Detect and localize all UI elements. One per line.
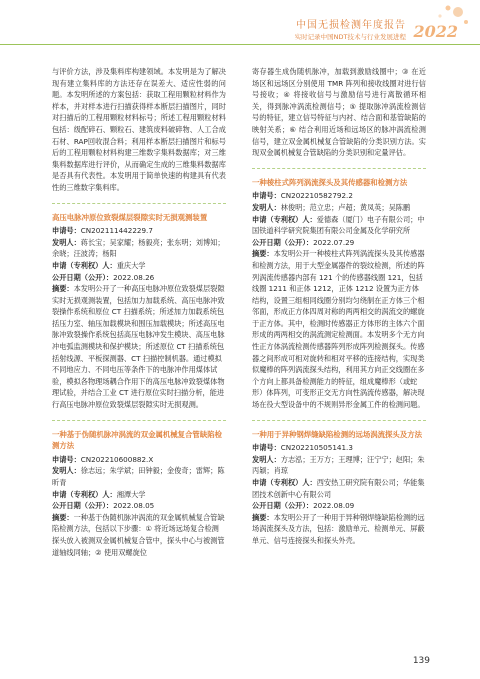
field-label: 公开日期（公开）： (52, 501, 114, 511)
entry-field (252, 477, 426, 500)
patent-entry (52, 429, 226, 559)
field-label: 申请（专利权）人： (52, 489, 117, 499)
entry-field (52, 512, 226, 558)
field-label: 申请号： (252, 443, 281, 453)
field-label: 申请（专利权）人： (52, 260, 117, 270)
left-intro-paragraph: 与评价方法，涉及集料库构建领域。本发明是为了解决现有建立集料库的方法还存在误差大、适应性弱的问题。本发明所述的方案包括：获取工程用颗粒材料作为样本，并对样本进行扫描获得样本断层扫描图片，同时对扫描后的工程用颗粒材料标号；所述工程用颗粒材料包括：级配碎石、颗粒石、建筑废料破碎物、人工合成石材、RAP回收混合料；利用样本断层扫描图片和标号后的工程用颗粒材料构建三维数字集料数据库；对三维集料数据库进行评价，从而确定生成的三维集料数据库是否具有代表性。本发明用于简单快速的构建具有代表性的三维数字集料库。 (52, 67, 226, 192)
right-column (252, 66, 426, 547)
entry-field (52, 489, 226, 501)
entry-field (52, 272, 226, 284)
patent-entry (252, 177, 426, 411)
field-value: 一种基于伪随机脉冲涡流的双金属机械复合管缺陷检测方法，包括以下步骤：① 将近场远场复合检测探头放入被测双金属机械复合管中，探头中心与被测管道轴线同轴；② 使用双螺旋位 (52, 512, 225, 557)
entry-title: 一种棱柱式阵列涡流探头及其传感器和检测方法 (252, 177, 408, 187)
left-column (52, 66, 226, 558)
header-title: 中国无损检测年度报告 (296, 20, 406, 31)
field-value: 湘潭大学 (116, 489, 146, 499)
field-label: 申请号： (52, 454, 81, 464)
page-header (0, 0, 480, 56)
entry-field (52, 260, 226, 272)
header-year: 2022 (413, 22, 458, 41)
field-value: 重庆大学 (116, 260, 146, 270)
entry-title: 一种基于伪随机脉冲涡流的双金属机械复合管缺陷检测方法 (52, 429, 222, 451)
field-value: CN202210505141.3 (280, 443, 353, 453)
patent-entry (52, 212, 226, 411)
field-label: 摘要： (52, 284, 74, 294)
entry-field (52, 465, 226, 488)
field-value: 西安热工研究院有限公司；华能集团技术创新中心有限公司 (252, 478, 425, 499)
field-label: 申请号： (52, 226, 81, 236)
entry-field (252, 190, 426, 202)
field-value: CN202210582792.2 (280, 191, 353, 201)
field-label: 申请（专利权）人： (252, 214, 317, 224)
header-subtitle: 实时记录中国NDT技术与行业发展进程 (294, 33, 406, 41)
entry-field (52, 225, 226, 237)
field-value: 爱德森（厦门）电子有限公司；中国铁道科学研究院集团有限公司金属及化学研究所 (252, 214, 425, 236)
entry-field (252, 442, 426, 454)
field-value: 林俊明；范立忠；卢超；黄凤英；吴陈鹏 (280, 202, 411, 212)
field-label: 摘要： (252, 249, 274, 259)
entry-field (252, 512, 426, 547)
field-value: 蒋长宝；吴家耀；杨毅亮；张东明；刘博知；余晓；汪波涛；杨阳 (52, 237, 225, 259)
field-value: 2022.07.29 (313, 237, 355, 247)
patent-entry (252, 429, 426, 547)
field-label: 发明人： (252, 454, 281, 464)
entry-field (52, 500, 226, 512)
entry-field (252, 214, 426, 237)
entry-title: 一种用于异种钢焊缝缺陷检测的远场涡流探头及方法 (252, 429, 422, 439)
field-value: 2022.08.26 (113, 272, 155, 282)
entry-field (252, 454, 426, 477)
field-value: 徐志远；朱学斌；田钟毅；金俊奇；雷辉；陈昕青 (52, 466, 225, 487)
field-label: 申请（专利权）人： (252, 478, 317, 487)
entry-field (52, 237, 226, 260)
field-label: 摘要： (252, 512, 274, 522)
field-label: 发明人： (52, 466, 81, 476)
field-value: 2022.08.09 (313, 501, 355, 511)
entry-separator (252, 168, 426, 169)
field-label: 申请号： (252, 191, 281, 201)
entry-separator (252, 420, 426, 421)
right-intro-paragraph: 寄存器生成伪随机脉冲，加载到激励线圈中；③ 在近场区和远场区分别使用 TMR 阵列和接收线圈对进行信号接收；④ 将接收信号与激励信号进行离散循环相关，得到脉冲涡流检测信号；⑤ 提取脉冲涡流检测信号的特征，建立信号特征与内衬、结合面和基管缺陷的映射关系；⑥ 结合利用近场和远场区的脉冲涡流检测信号，建立双金属机械复合管缺陷的分类识别方法。实现双金属机械复合管缺陷的分类识别和定量评估。 (252, 67, 426, 158)
entry-field (52, 283, 226, 411)
page-number: 139 (412, 656, 430, 666)
field-label: 摘要： (52, 512, 74, 522)
field-label: 发明人： (52, 237, 81, 247)
field-label: 公开日期（公开）： (252, 501, 314, 511)
field-value: 2022.08.05 (113, 501, 155, 511)
entry-field (52, 454, 226, 466)
entry-field (252, 248, 426, 410)
field-label: 发明人： (252, 202, 281, 212)
field-value: 本发明公开了一种高压电脉冲原位致裂煤层裂隙实时无损观测装置，包括加力加载系统、高压电脉冲致裂操作系统和原位 CT 扫描系统；所述加力加载系统包括压力室、轴压加载模块和围压加载模块；所述高压电脉冲致裂操作系统包括高压电脉冲发生模块、高压电脉冲电弧监测模块和保护模块；所述原位 CT 扫描系统包括射线源、平板探测器、CT 扫描控制机器。通过模拟不同地应力、不同电压等条件下的电脉冲作用煤体试验，模拟各物理场耦合作用下的高压电脉冲致裂煤体物理试验，并结合工业 CT 进行原位实时扫描分析，能进行高压电脉冲原位致裂煤层裂隙实时无损观测。 (52, 284, 225, 410)
entry-field (252, 237, 426, 249)
entry-separator (52, 203, 226, 204)
entry-field (252, 500, 426, 512)
field-value: 本发明公开了一种用于异种钢焊缝缺陷检测的远场涡流探头及方法，包括：激励单元、检测单元、屏蔽单元、信号连接探头和探头外壳。 (252, 512, 425, 545)
entry-field (252, 202, 426, 214)
field-value: CN202210600882.X (80, 454, 154, 464)
field-value: CN202111442229.7 (80, 226, 153, 236)
field-label: 公开日期（公开）： (252, 237, 314, 247)
entry-title: 高压电脉冲原位致裂煤层裂隙实时无损观测装置 (52, 212, 208, 222)
field-value: 方志泓；王万方；王理博；汪宁宁；赵阳；朱丙颖；肖琼 (252, 454, 425, 476)
field-value: 本发明公开一种棱柱式阵列涡流探头及其传感器和检测方法，用于大型金属器件的裂纹检测，所述的阵列涡流传感器内部有 121 个的传感器线圈 121，包括线圈 1211 和正体 1212，正体 1212 设置为正方体结构，设置三组相同线圈分别均匀绕制在正方体三个相邻面，形成正方体四周对称的两两相交的涡流交的螺旋于正方体。其中，检测时传感器正方体形的主体六个面形成的两两相交的涡流测定检测面。本发明多个无方向性正方体涡流检测传感器阵列形成阵列检测探头。传感器之间形成可相对旋转和相对平移的连接结构，实现类似魔棒的阵列涡流探头结构，利用其方向正交线圈在多个方向上都具备检测能力的特征，组成魔棒形（或蛇形）体阵列，可变形正交无方向性涡流传感器，解决现场在役大型设备中的不规则异形金属工件的检测问题。 (252, 249, 425, 410)
header-divider (0, 44, 480, 45)
field-label: 公开日期（公开）： (52, 272, 114, 282)
entry-separator (52, 420, 226, 421)
